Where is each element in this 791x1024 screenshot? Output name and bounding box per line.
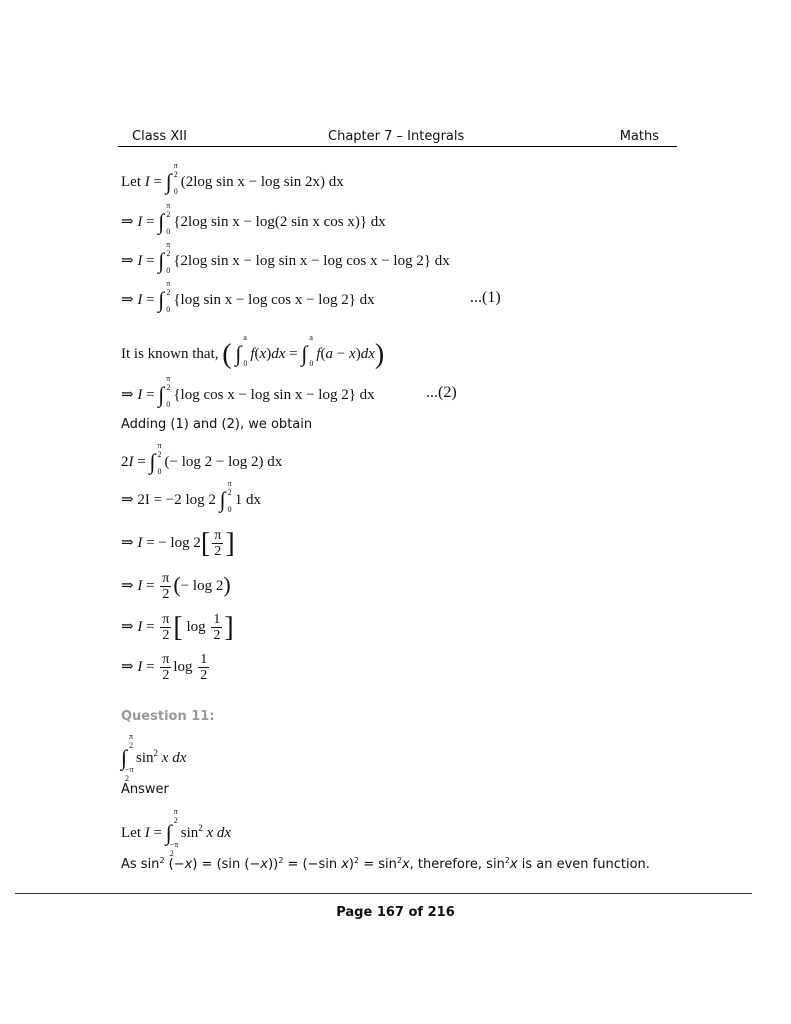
integrand-6: (− log 2 − log 2) dx (164, 454, 283, 470)
answer-heading: Answer (121, 782, 169, 797)
math-line-6: 2I = ∫ π 2 0 (− log 2 − log 2) dx (121, 441, 283, 476)
math-line-8: ⇒ I = − log 2[ $\frac{\pi}{2}$ ] (121, 527, 235, 559)
header-chapter: Chapter 7 – Integrals (328, 129, 465, 144)
integrand-1: (2log sin x − log sin 2x) dx (180, 174, 344, 190)
fraction: $\frac{\pi}{2}$ (162, 652, 170, 683)
fraction: $\frac{\pi}{2}$ (162, 571, 170, 602)
fraction: $\frac{1}{2}$ (213, 612, 221, 643)
math-line-3: ⇒ I = ∫ π 2 0 {2log sin x − log sin x − log cos x − log 2} dx (121, 240, 450, 275)
math-line-11: ⇒ I = $\frac{\pi}{2}$ log $\frac{1}{2}$ (121, 652, 208, 683)
equation-tag-2: ...(2) (426, 384, 457, 401)
integral-sign: ∫ π 2 −π 2 (121, 732, 134, 783)
header-subject: Maths (619, 129, 659, 144)
math-line-4: ⇒ I = ∫ π 2 0 {log sin x − log cos x − log 2} dx (121, 279, 375, 314)
integrand-4: {log sin x − log cos x − log 2} dx (173, 292, 375, 308)
integral-sign: ∫ π 2 −π 2 (165, 807, 179, 858)
integral-sign: ∫ a 0 (235, 333, 248, 368)
question-heading: Question 11: (121, 709, 215, 724)
header-rule (118, 146, 677, 147)
integral-sign: ∫ π 2 0 (158, 201, 171, 236)
integral-sign: ∫ π 2 0 (158, 240, 171, 275)
even-function-text: As $\sin^2 (-x) = (\sin$ (−x))$^2$ = (−sin $x)^2 = \sin^2x$, therefore, $\sin^2x$ is an even function. (121, 856, 650, 872)
math-line-10: ⇒ I = $\frac{\pi}{2}$ [ log $\frac{1}{2}$ ] (121, 611, 234, 643)
integral-sign: ∫ π 2 0 (165, 161, 178, 196)
fraction: $\frac{\pi}{2}$ (162, 612, 170, 643)
math-line-9: ⇒ I = $\frac{\pi}{2}$ (− log 2) (121, 571, 231, 602)
math-line-2: ⇒ I = ∫ π 2 0 {2log sin x − log(2 sin x cos x)} dx (121, 201, 386, 236)
integrand-3: {2log sin x − log sin x − log cos x − log 2} dx (173, 253, 450, 269)
adding-text: Adding (1) and (2), we obtain (121, 417, 313, 432)
integral-sign: ∫ π 2 0 (219, 479, 232, 514)
answer-line-1: Let I = ∫ π 2 −π 2 $\sin^2 x$ dx (121, 807, 232, 858)
integrand-5: {log cos x − log sin x − log 2} dx (173, 387, 375, 403)
integrand-2: {2log sin x − log(2 sin x cos x)} dx (173, 214, 386, 230)
math-line-7: ⇒ 2I = −2 log 2 ∫ π 2 0 1 dx (121, 479, 261, 514)
math-line-5: ⇒ I = ∫ π 2 0 {log cos x − log sin x − log 2} dx (121, 374, 375, 409)
integral-sign: ∫ π 2 0 (149, 441, 162, 476)
question-integral: ∫ π 2 −π 2 $\sin^2 x$ dx (121, 732, 187, 783)
math-line-1: Let I = ∫ π 2 0 (2log sin x − log sin 2x) dx (121, 161, 344, 196)
equation-tag-1: ...(1) (470, 289, 501, 306)
integral-sign: ∫ a 0 (301, 333, 314, 368)
header-class: Class XII (132, 129, 187, 144)
page-header (118, 129, 677, 147)
page-number: Page 167 of 216 (336, 905, 455, 920)
fraction: $\frac{\pi}{2}$ (214, 528, 222, 559)
integral-sign: ∫ π 2 0 (158, 374, 171, 409)
footer-rule (15, 893, 752, 894)
integrand-7: 1 dx (234, 492, 261, 508)
fraction: $\frac{1}{2}$ (200, 652, 208, 683)
property-line: It is known that, ( ∫ a 0 f(x)dx = ∫ a 0 f(a − x)dx) (121, 333, 385, 370)
integral-sign: ∫ π 2 0 (158, 279, 171, 314)
